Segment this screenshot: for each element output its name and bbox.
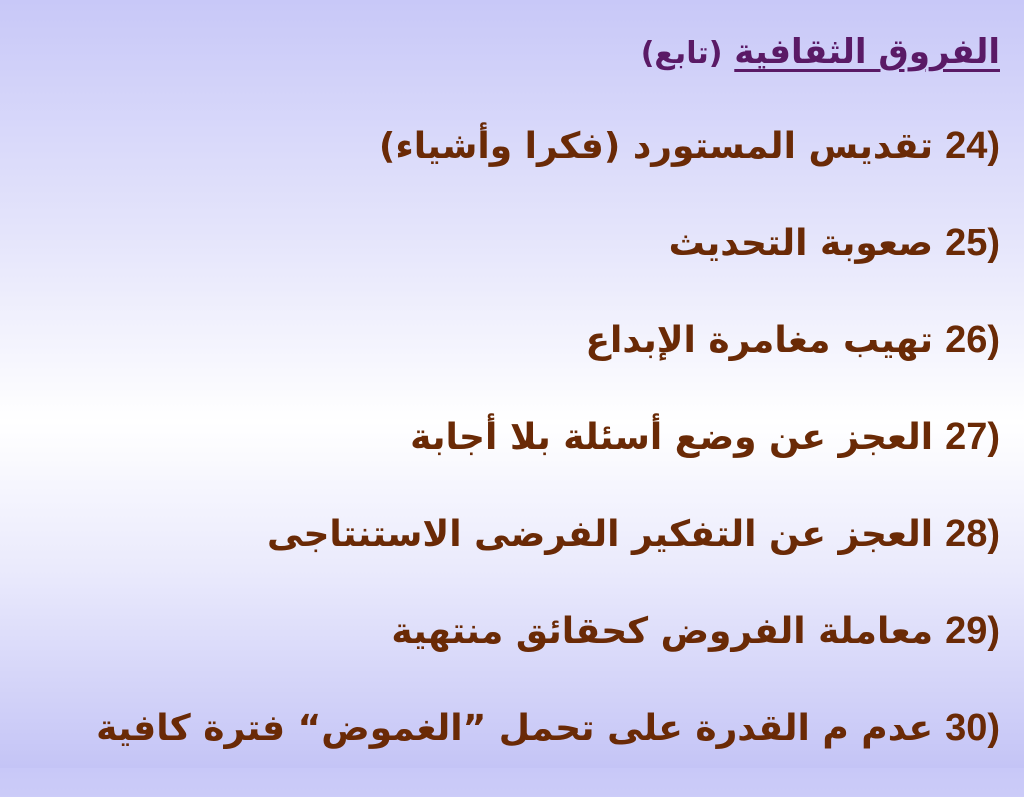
item-text: صعوبة التحديث (668, 223, 934, 264)
list-item (40, 409, 1000, 506)
list-item (40, 215, 1000, 312)
slide-content (40, 22, 1000, 761)
item-text: عدم م القدرة على تحمل ”الغموض“ فترة كافية (96, 708, 934, 749)
item-number: 26) (945, 319, 1000, 361)
item-text: العجز عن التفكير الفرضى الاستنتاجى (267, 514, 934, 555)
list-item (40, 700, 1000, 797)
item-number: 24) (945, 125, 1000, 167)
list-item (40, 312, 1000, 409)
list-item (40, 603, 1000, 700)
item-number: 29) (945, 610, 1000, 652)
list-item (40, 118, 1000, 215)
item-text: العجز عن وضع أسئلة بلا أجابة (410, 417, 934, 458)
list-item (40, 506, 1000, 603)
item-text: تقديس المستورد (فكرا وأشياء) (378, 126, 934, 167)
item-text: تهيب مغامرة الإبداع (585, 320, 934, 361)
item-list (40, 118, 1000, 797)
item-text: معاملة الفروض كحقائق منتهية (391, 611, 934, 652)
title-main: الفروق الثقافية (734, 32, 1000, 72)
item-number: 28) (945, 513, 1000, 555)
item-number: 25) (945, 222, 1000, 264)
title-suffix: (تابع) (640, 36, 723, 71)
item-number: 27) (945, 416, 1000, 458)
slide-title (40, 22, 1000, 82)
item-number: 30) (945, 707, 1000, 749)
